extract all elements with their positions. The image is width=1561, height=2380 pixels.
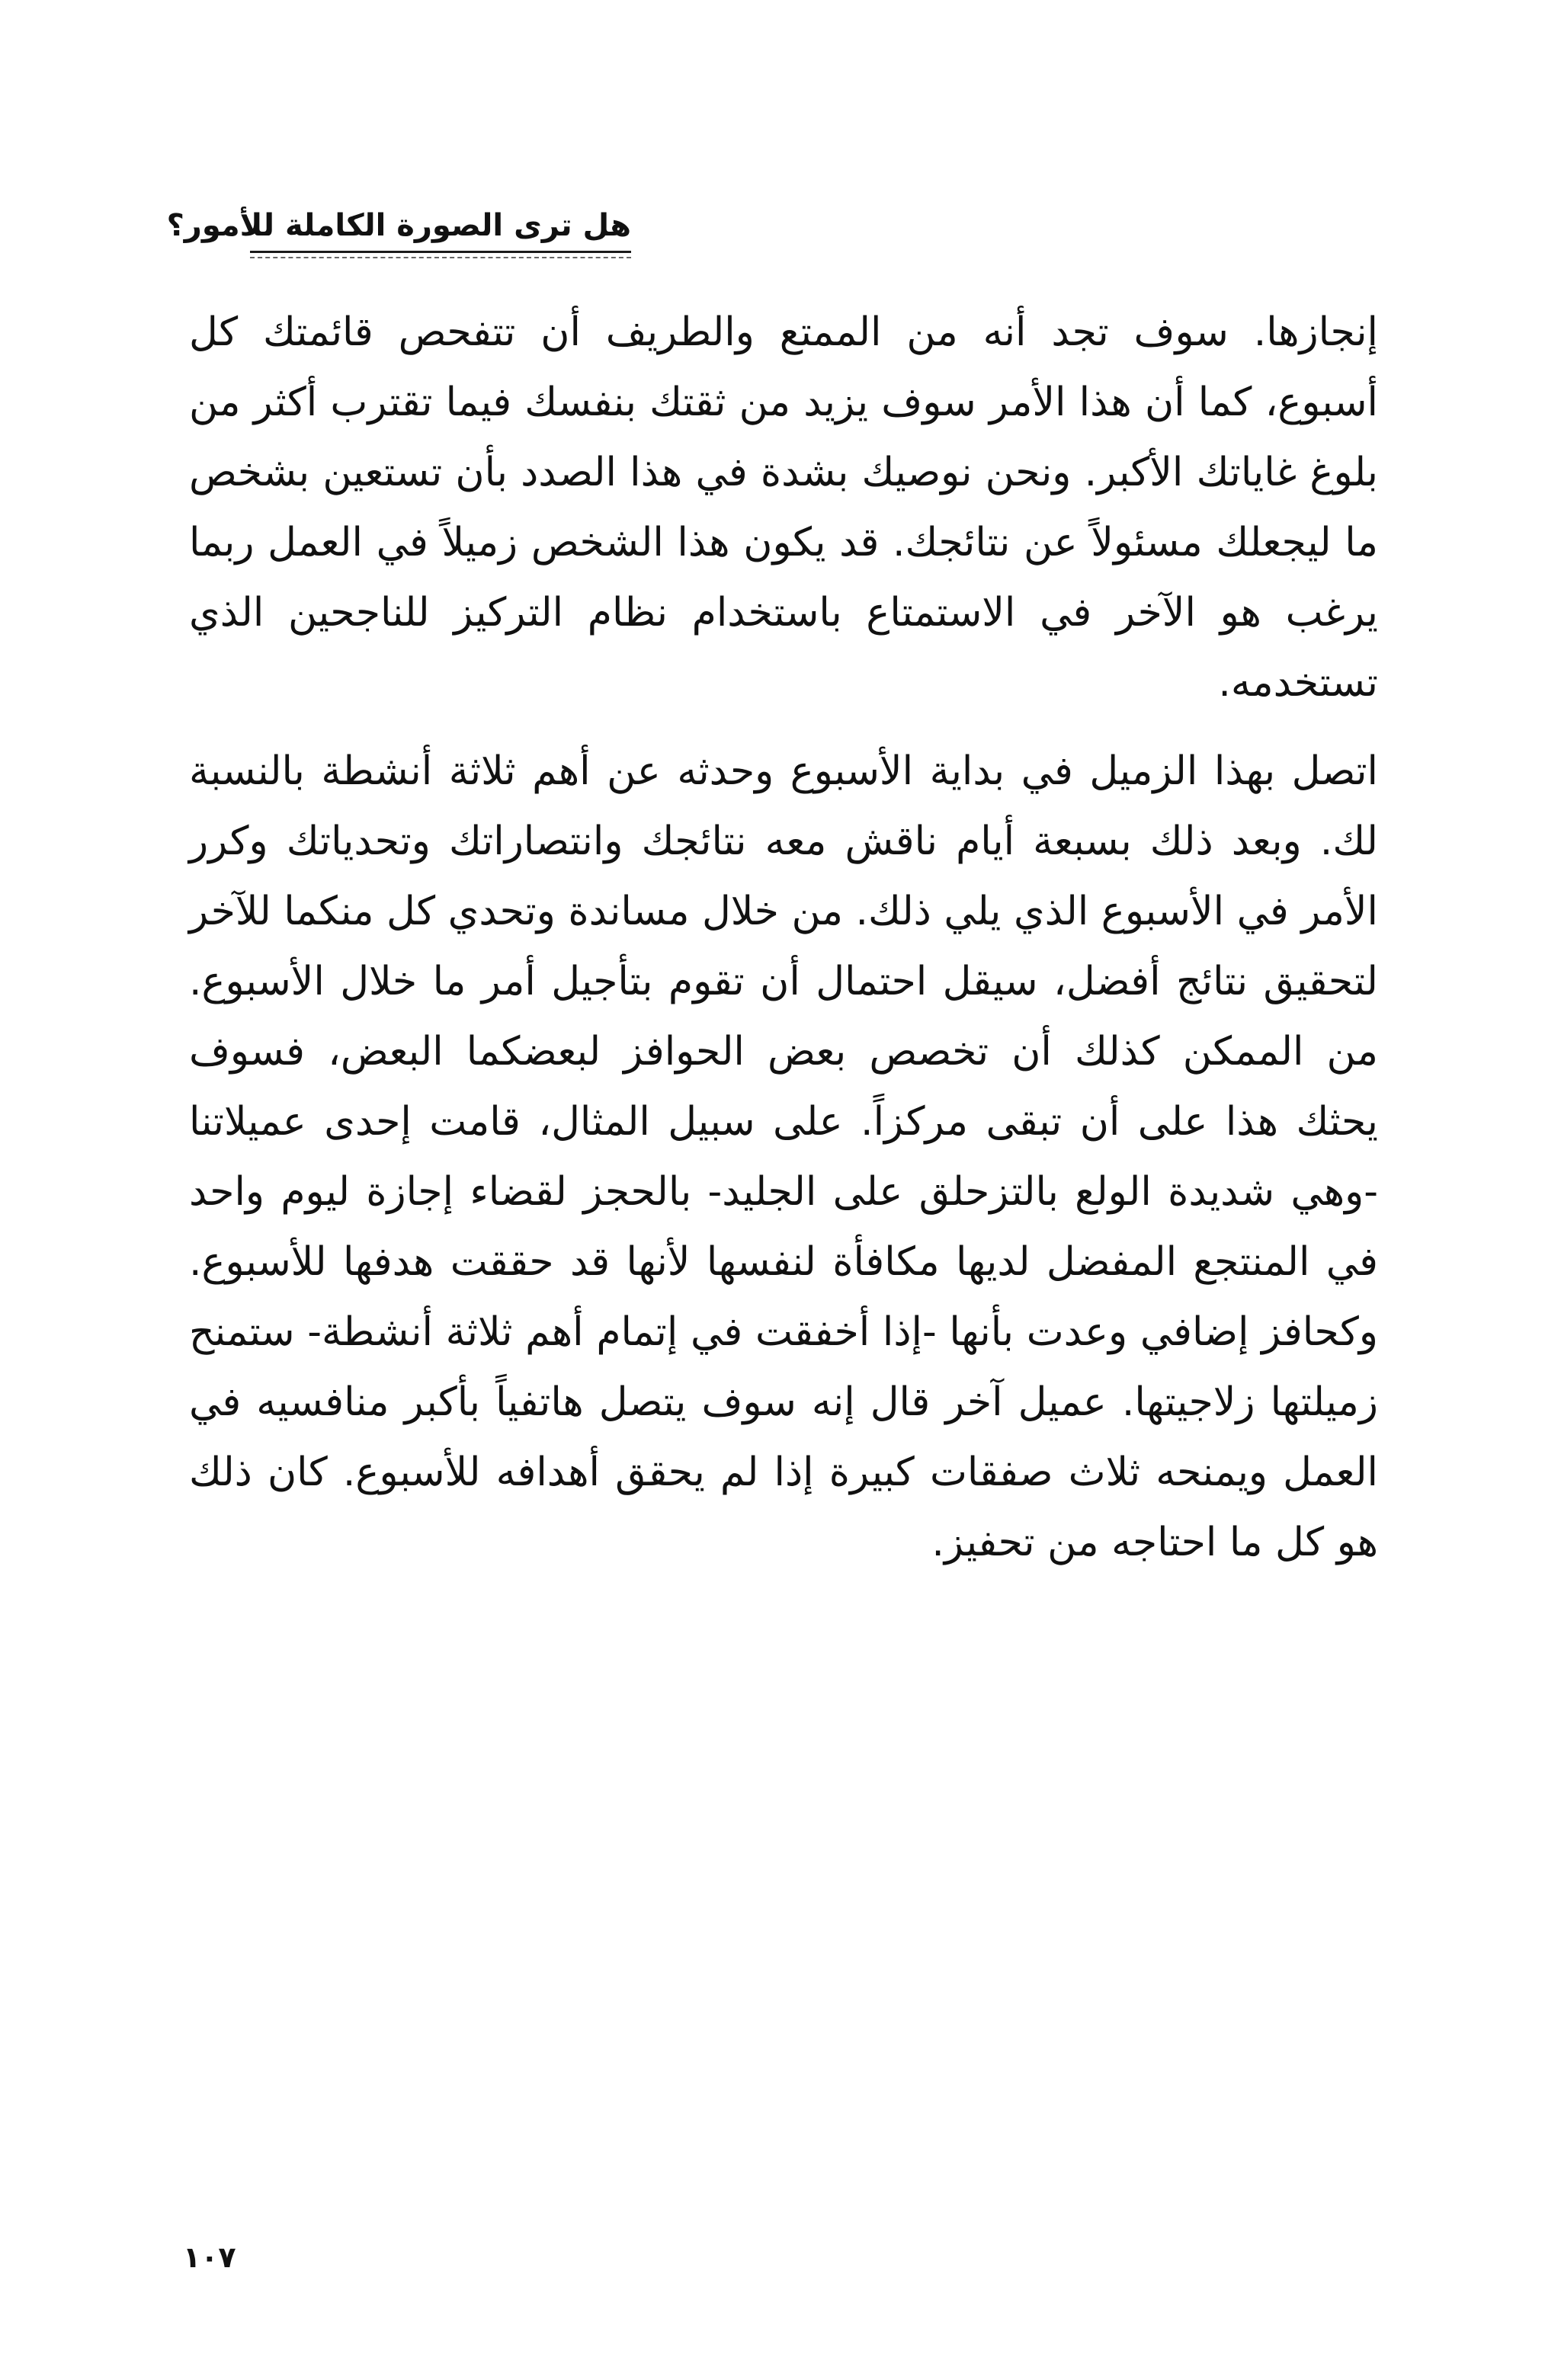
page-number: ١٠٧ <box>183 2241 236 2274</box>
paragraph-1: إنجازها. سوف تجد أنه من الممتع والطريف أن تتفحص قائمتك كل أسبوع، كما أن هذا الأمر سوف يزيد من ثقتك بنفسك فيما تقترب أكثر من بلوغ غاياتك الأكبر. ونحن نوصيك بشدة في هذا الصدد بأن تستعين بشخص ما ليجعلك مسئولاً عن نتائجك. قد يكون هذا الشخص زميلاً في العمل ربما يرغب هو الآخر في الاستمتاع باستخدام نظام التركيز للناجحين الذي تستخدمه. <box>189 309 1378 706</box>
body-text <box>189 297 1378 1578</box>
paragraph-2: اتصل بهذا الزميل في بداية الأسبوع وحدثه عن أهم ثلاثة أنشطة بالنسبة لك. وبعد ذلك بسبعة أيام ناقش معه نتائجك وانتصاراتك وتحدياتك وكرر الأمر في الأسبوع الذي يلي ذلك. من خلال مساندة وتحدي كل منكما للآخر لتحقيق نتائج أفضل، سيقل احتمال أن تقوم بتأجيل أمر ما خلال الأسبوع. من الممكن كذلك أن تخصص بعض الحوافز لبعضكما البعض، فسوف يحثك هذا على أن تبقى مركزاً. على سبيل المثال، قامت إحدى عميلاتنا -وهي شديدة الولع بالتزحلق على الجليد- بالحجز لقضاء إجازة ليوم واحد في المنتجع المفضل لديها مكافأة لنفسها لأنها قد حققت هدفها للأسبوع. وكحافز إضافي وعدت بأنها -إذا أخفقت في إتمام أهم ثلاثة أنشطة- ستمنح زميلتها زلاجيتها. عميل آخر قال إنه سوف يتصل هاتفياً بأكبر منافسيه في العمل ويمنحه ثلاث صفقات كبيرة إذا لم يحقق أهدافه للأسبوع. كان ذلك هو كل ما احتاجه من تحفيز. <box>189 748 1378 1565</box>
running-header <box>166 191 631 253</box>
running-header-title: هل ترى الصورة الكاملة للأمور؟ <box>166 208 631 243</box>
